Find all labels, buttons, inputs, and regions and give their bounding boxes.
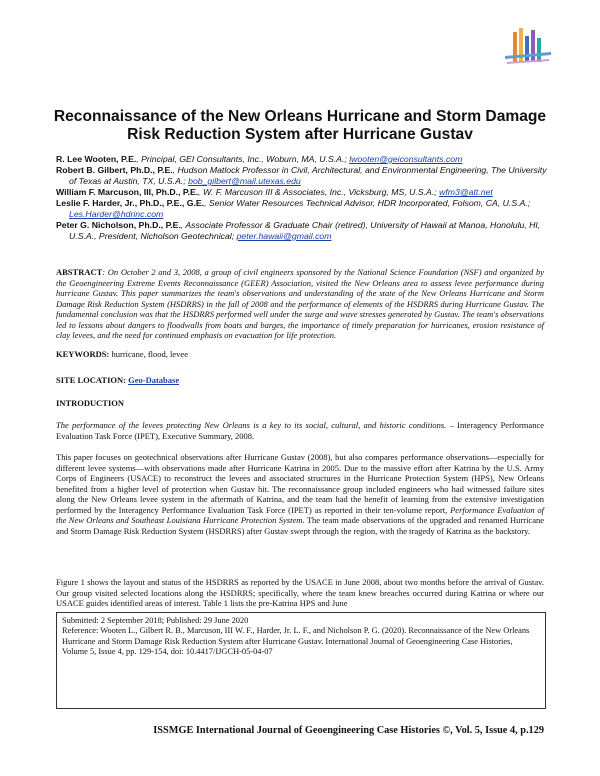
submission-dates: Submitted: 2 September 2018; Published: 29 June 2020 xyxy=(62,616,249,625)
abstract-label: ABSTRACT xyxy=(56,267,103,277)
site-location-label: SITE LOCATION: xyxy=(56,375,126,385)
paragraph-text: This paper focuses on geotechnical observations after Hurricane Gustav (2008), but also compares performance observations—especially for different levee systems—with observations made after Hurricane Katrina in 2005. Due to the massive effort after Katrina by the U.S. Army Corps of Engineers (USACE) to reconstruct the levees and associated structures in the Hurricane Protection System (HPS), New Orleans benefited from a higher level of protection when Gustav hit. The reconnaissance group included engineers who had witnessed failure sites along the New Orleans levee system in the aftermath of Katrina, and the team had the benefit of learning from the extensive investigation performed by the Interagency Performance Evaluation Task Force (IPET) as reported in their ten-volume report, xyxy=(56,452,544,515)
author-entry xyxy=(56,165,556,187)
author-affiliation: , Associate Professor & Graduate Chair (retired), University of Hawaii at Manoa, Honolulu, HI, U.S.A., President, Nicholson Geotechnical; xyxy=(69,220,541,241)
keywords-label: KEYWORDS: xyxy=(56,349,110,359)
author-entry xyxy=(56,220,556,242)
author-name: R. Lee Wooten, P.E. xyxy=(56,154,137,164)
author-entry xyxy=(56,198,556,220)
author-entry xyxy=(56,154,556,165)
body-paragraph xyxy=(56,452,544,536)
section-heading-introduction: INTRODUCTION xyxy=(56,398,125,408)
author-email-link[interactable]: bob_gilbert@mail.utexas.edu xyxy=(188,176,301,186)
paragraph-text: . The team made observations of the upgraded and renamed Hurricane and Storm Damage Risk Reduction System (HSDRRS) after Gustav swept through the region, with the tragedy of Katrina as the backstory. xyxy=(56,515,544,536)
body-paragraph: Figure 1 shows the layout and status of the HSDRRS as reported by the USACE in June 2008, about two months before the arrival of Gustav. Our group visited selected locations along the HSDRRS; specifically, where the team knew breaches occurred during Katrina or where our USACE guides identified areas of interest. Table 1 lists the pre-Katrina HPS and June xyxy=(56,577,544,608)
abstract xyxy=(56,267,544,341)
keywords xyxy=(56,349,544,360)
author-entry xyxy=(56,187,556,198)
author-affiliation: , Hudson Matlock Professor in Civil, Architectural, and Environmental Engineering, The University of Texas at Austin, TX, U.S.A.; xyxy=(69,165,547,186)
quote-text: The performance of the levees protecting New Orleans is a key to its social, cultural, and historic conditions. xyxy=(56,420,447,430)
site-location xyxy=(56,375,544,386)
page-footer: ISSMGE International Journal of Geoengineering Case Histories ©, Vol. 5, Issue 4, p.129 xyxy=(153,725,544,736)
submission-info-box xyxy=(56,612,546,709)
geo-database-link[interactable]: Geo-Database xyxy=(128,375,180,385)
abstract-text: : On October 2 and 3, 2008, a group of civil engineers sponsored by the National Science Foundation (NSF) and organized by the Geoengineering Extreme Events Reconnaissance (GEER) Association, visited the New Orleans area to assess levee performance during hurricane Gustav. This paper summarizes the team's observations and understanding of the state of the New Orleans Hurricane and Storm Damage Risk Reduction System (HSDRRS) in the fall of 2008 and the performance of elements of the HSDRRS during Hurricane Gustav. The fundamental conclusion was that the HSDRRS performed well under the surge and wave stresses generated by Gustav. The team's observations led to lessons about dangers to floodwalls from boats and barges, the importance of timely preparation for hurricanes, erosion resistance of clay levees, and the need for continued emphasis on evacuation for life protection. xyxy=(56,267,544,340)
author-email-link[interactable]: peter.hawaii@gmail.com xyxy=(236,231,332,241)
report-title: Performance Evaluation of the New Orleans and Southeast Louisiana Hurricane Protection System xyxy=(56,504,544,525)
quote-attribution: – Interagency Performance Evaluation Task Force (IPET), Executive Summary, 2008. xyxy=(56,420,544,441)
author-affiliation: , W. F. Marcuson III & Associates, Inc., Vicksburg, MS, U.S.A.; xyxy=(198,187,440,197)
journal-logo-icon xyxy=(503,26,553,70)
author-list xyxy=(56,154,556,242)
author-name: Leslie F. Harder, Jr., Ph.D., P.E., G.E. xyxy=(56,198,205,208)
author-name: Robert B. Gilbert, Ph.D., P.E. xyxy=(56,165,173,175)
keywords-text: hurricane, flood, levee xyxy=(109,349,188,359)
paper-title: Reconnaissance of the New Orleans Hurricane and Storm Damage Risk Reduction System after Hurricane Gustav xyxy=(53,108,547,143)
author-affiliation: , Senior Water Resources Technical Advisor, HDR Incorporated, Folsom, CA, U.S.A.; xyxy=(204,198,531,208)
citation-reference: Reference: Wooten L., Gilbert R. B., Marcuson, III W. F., Harder, Jr. L. F., and Nicholson P. G. (2020). Reconnaissance of the New Orleans Hurricane and Storm Damage Risk Reduction System after Hurricane Gustav. International Journal of Geoengineering Case Histories, Volume 5, Issue 4, pp. 129-154, doi: 10.4417/IJGCH-05-04-07 xyxy=(62,626,530,657)
author-affiliation: , Principal, GEI Consultants, Inc., Woburn, MA, U.S.A.; xyxy=(136,154,350,164)
author-name: Peter G. Nicholson, Ph.D., P.E. xyxy=(56,220,181,230)
epigraph-quote xyxy=(56,420,544,441)
author-email-link[interactable]: wfm3@att.net xyxy=(439,187,493,197)
author-email-link[interactable]: Les.Harder@hdrinc.com xyxy=(69,209,164,219)
author-email-link[interactable]: lwooten@geiconsultants.com xyxy=(349,154,463,164)
author-name: William F. Marcuson, III, Ph.D., P.E. xyxy=(56,187,199,197)
